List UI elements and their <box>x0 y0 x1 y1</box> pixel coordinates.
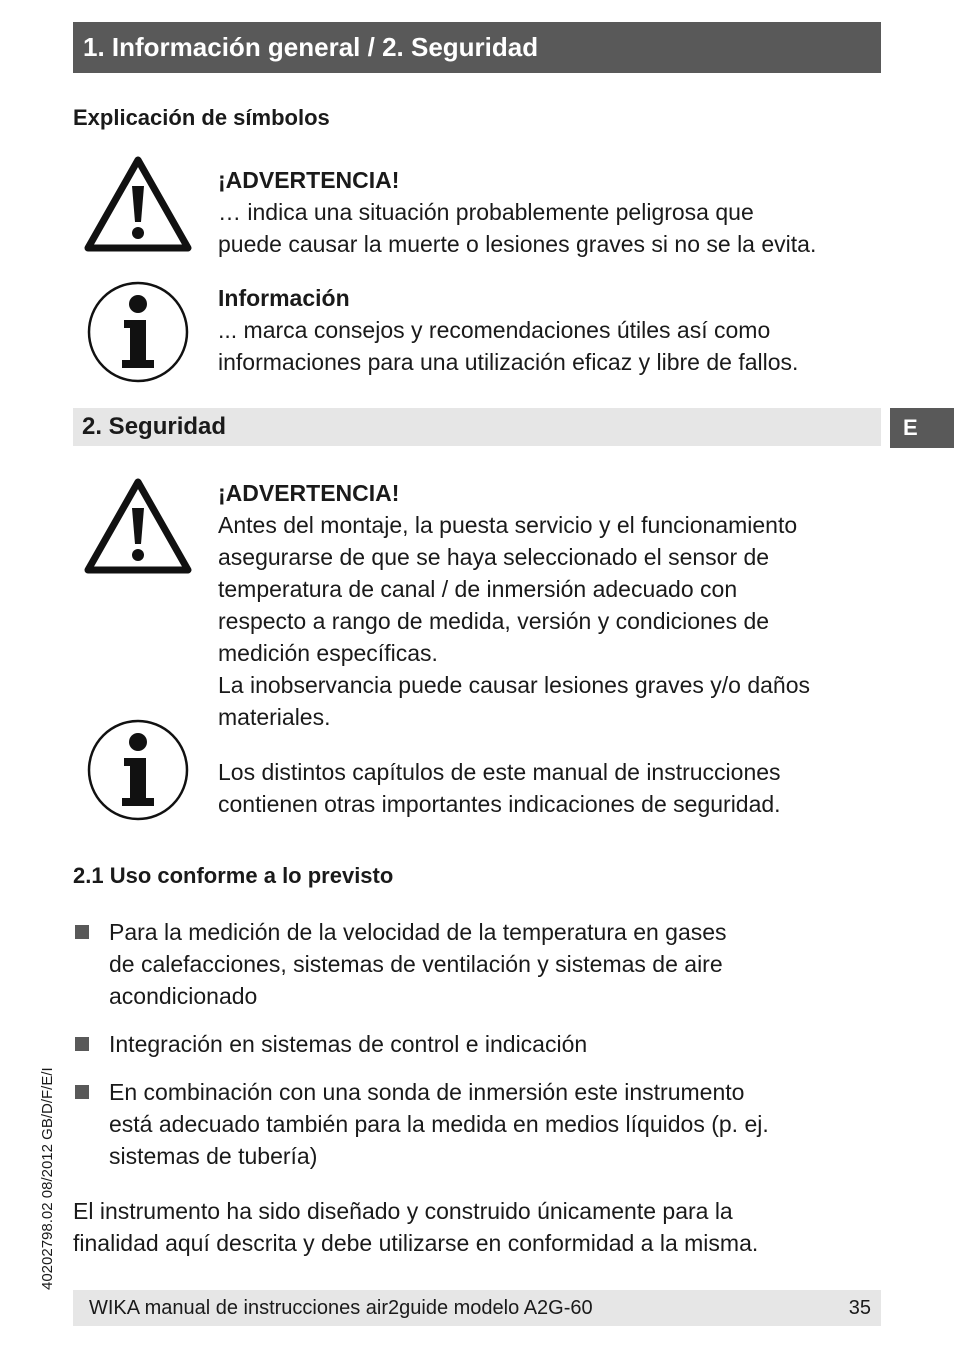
paragraph-line: El instrumento ha sido diseñado y construido únicamente para la <box>73 1198 733 1224</box>
symbols-info-block <box>218 282 878 378</box>
list-item-line: Integración en sistemas de control e indicación <box>109 1031 588 1057</box>
warning-icon <box>84 156 192 252</box>
page-number: 35 <box>848 1297 871 1319</box>
list-item <box>109 1028 869 1060</box>
info-text-line: Los distintos capítulos de este manual de instrucciones <box>218 759 781 785</box>
list-item-line: de calefacciones, sistemas de ventilación y sistemas de aire <box>109 951 723 977</box>
document-code: 40202798.02 08/2012 GB/D/F/E/I <box>39 1067 56 1290</box>
warning-title: ¡ADVERTENCIA! <box>218 480 400 506</box>
list-item-line: Para la medición de la velocidad de la temperatura en gases <box>109 919 727 945</box>
warning-text-line: puede causar la muerte o lesiones graves si no se la evita. <box>218 231 817 257</box>
closing-paragraph <box>73 1195 873 1259</box>
info-text-line: ... marca consejos y recomendaciones útiles así como <box>218 317 771 343</box>
info-icon <box>86 280 190 384</box>
info-text-line: informaciones para una utilización eficaz y libre de fallos. <box>218 349 799 375</box>
warning-text-line: temperatura de canal / de inmersión adecuado con <box>218 576 738 602</box>
warning-text-line: … indica una situación probablemente peligrosa que <box>218 199 754 225</box>
list-item-line: está adecuado también para la medida en medios líquidos (p. ej. <box>109 1111 769 1137</box>
list-item <box>109 916 869 1012</box>
bullet-square <box>75 1085 89 1099</box>
warning-text-line: La inobservancia puede causar lesiones graves y/o daños <box>218 672 810 698</box>
paragraph-line: finalidad aquí descrita y debe utilizarse en conformidad a la misma. <box>73 1230 759 1256</box>
list-item-line: acondicionado <box>109 983 258 1009</box>
symbols-heading: Explicación de símbolos <box>73 105 330 130</box>
info-title: Información <box>218 285 350 311</box>
list-item <box>109 1076 869 1172</box>
use-heading: 2.1 Uso conforme a lo previsto <box>73 863 394 888</box>
bullet-square <box>75 1037 89 1051</box>
warning-icon <box>84 478 192 574</box>
info-icon <box>86 718 190 822</box>
warning-text-line: Antes del montaje, la puesta servicio y el funcionamiento <box>218 512 798 538</box>
list-item-line: En combinación con una sonda de inmersión este instrumento <box>109 1079 745 1105</box>
warning-text-line: medición específicas. <box>218 640 438 666</box>
language-tab: E <box>890 408 954 448</box>
list-item-line: sistemas de tubería) <box>109 1143 318 1169</box>
warning-text-line: respecto a rango de medida, versión y condiciones de <box>218 608 770 634</box>
page-title: 1. Información general / 2. Seguridad <box>73 22 881 73</box>
warning-text-line: materiales. <box>218 704 331 730</box>
symbols-warning-block <box>218 164 878 260</box>
section-heading-seguridad: 2. Seguridad <box>73 408 881 446</box>
footer-text: WIKA manual de instrucciones air2guide modelo A2G-60 <box>89 1297 593 1319</box>
bullet-square <box>75 925 89 939</box>
page-footer <box>73 1290 881 1326</box>
warning-title: ¡ADVERTENCIA! <box>218 167 400 193</box>
security-info-block <box>218 756 878 820</box>
warning-text-line: asegurarse de que se haya seleccionado el sensor de <box>218 544 770 570</box>
info-text-line: contienen otras importantes indicaciones de seguridad. <box>218 791 781 817</box>
security-warning-block <box>218 477 878 733</box>
